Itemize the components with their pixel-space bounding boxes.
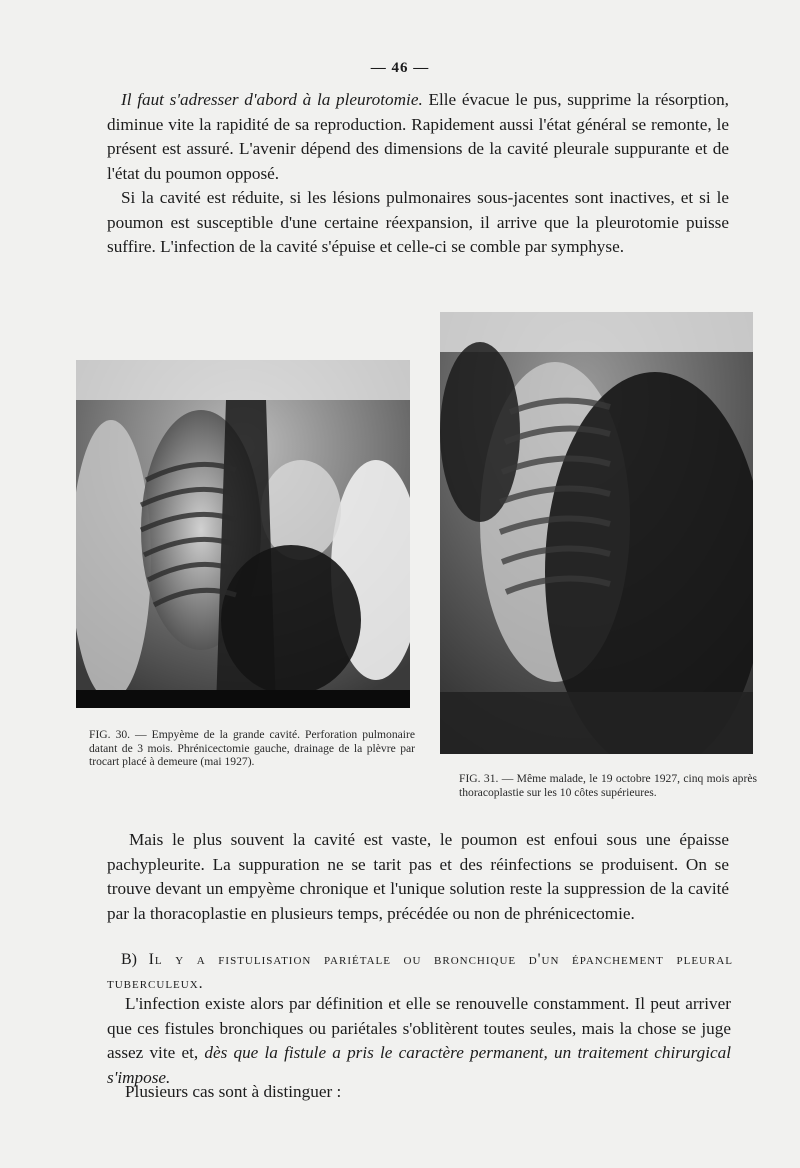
figure-31-caption: FIG. 31. — Même malade, le 19 octobre 1927, cinq mois après thoracoplastie sur les 10 côtes supérieures. [459,772,757,799]
section-b-title: Il y a fistulisation pariétale ou bronchique d'un épanchement pleural tuberculeux. [107,951,733,992]
italic-lead: Il faut s'adresser d'abord à la pleurotomie. [121,90,423,109]
xray-figure-30 [76,360,410,708]
paragraph-fistules-italic: dès que la fistule a pris le caractère permanent, un traitement chirurgical s'impose. [107,1043,731,1087]
page-number: — 46 — [370,60,430,76]
paragraph-cavite-reduite: Si la cavité est réduite, si les lésions pulmonaires sous-jacentes sont inactives, et si le poumon est susceptible d'une certaine réexpansion, il arrive que la pleurotomie puisse suffire. L'infection de la cavité s'épuise et celle-ci se comble par symphyse. [107,188,729,256]
xray-figure-31 [440,312,753,754]
xray-image-31 [440,312,753,754]
section-b-heading [107,948,733,996]
paragraph-pleurotomie-rest: Elle évacue le pus, supprime la résorption, diminue vite la rapidité de sa reproduction. Rapidement aussi l'état général se remonte, le présent est assuré. L'avenir dépend des dimensions de la cavité pleurale suppurante et de l'état du poumon opposé. [107,90,729,183]
paragraph-plusieurs-cas: Plusieurs cas sont à distinguer : [125,1082,342,1101]
paragraph-fistules-start: L'infection existe alors par définition et elle se renouvelle constamment. Il peut arriver que ces fistules bronchiques ou pariétales s'oblitèrent toutes seules, mais la chose se juge assez vite et, [107,994,731,1062]
figure-30-caption: FIG. 30. — Empyème de la grande cavité. Perforation pulmonaire datant de 3 mois. Phrénicectomie gauche, drainage de la plèvre par trocart placé à demeure (mai 1927). [89,728,415,768]
paragraph-pleurotomie [107,88,729,186]
section-b-prefix: B) [121,951,137,968]
paragraph-cavite-vaste: Mais le plus souvent la cavité est vaste, le poumon est enfoui sous une épaisse pachypleurite. La suppuration ne se tarit pas et des réinfections se produisent. On se trouve devant un empyème chronique et l'unique solution reste la suppression de la cavité par la thoracoplastie en plusieurs temps, précédée ou non de phrénicectomie. [107,830,729,923]
paragraph-fistules [107,992,731,1090]
xray-image-30 [76,360,410,708]
